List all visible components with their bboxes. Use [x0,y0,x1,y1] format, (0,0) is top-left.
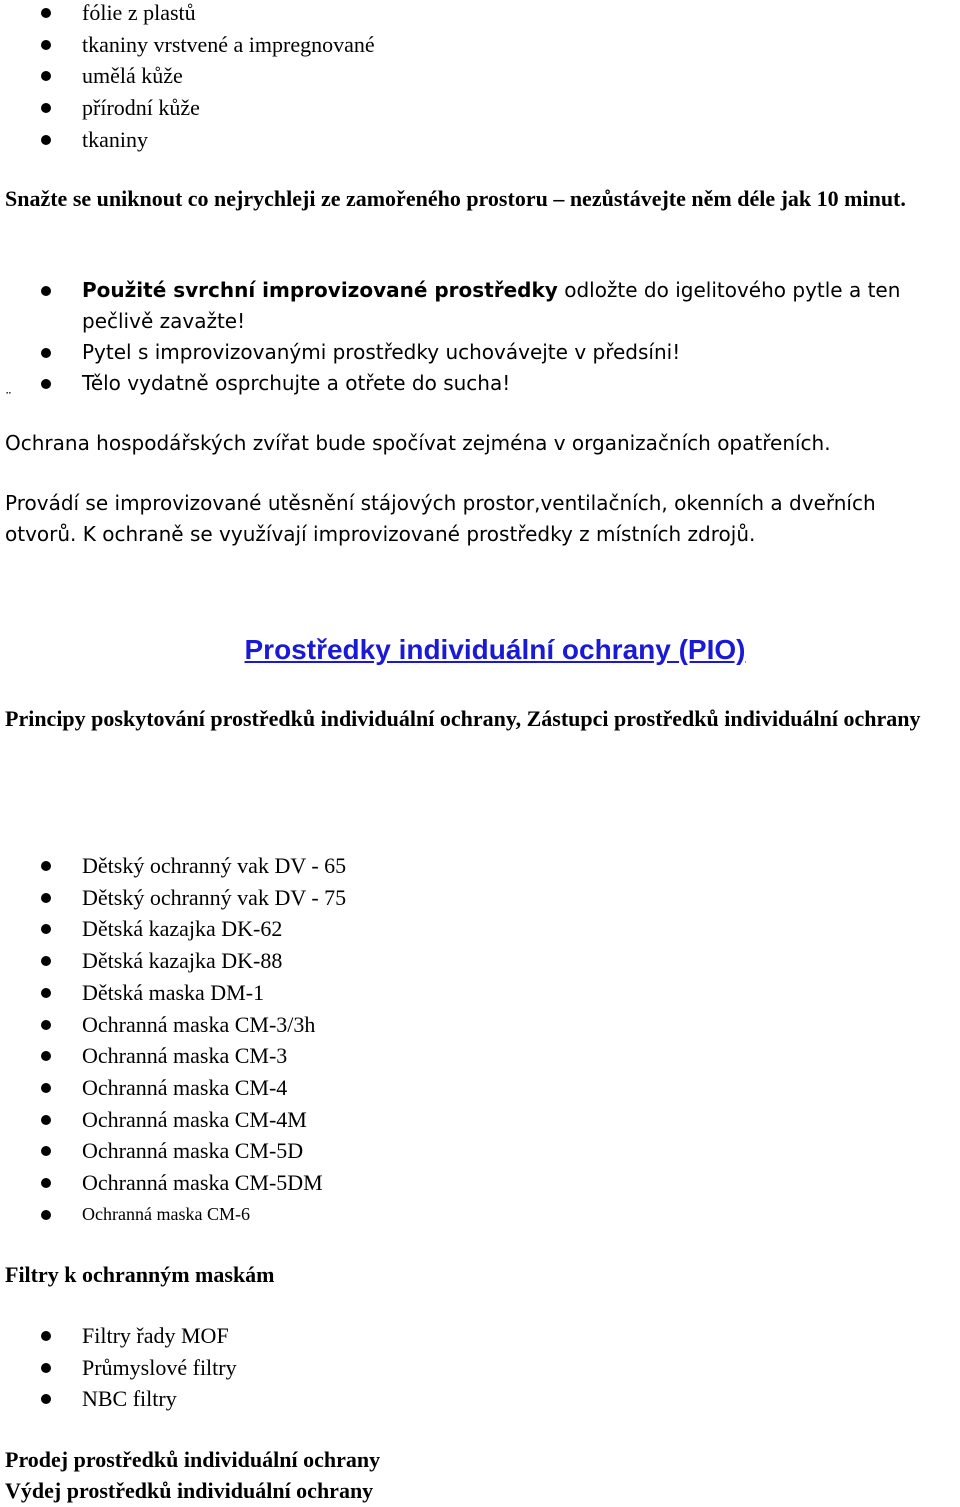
sale-heading: Prodej prostředků individuální ochrany [5,1447,381,1472]
filters-heading: Filtry k ochranným maskám [5,1262,275,1287]
list-item: Ochranná maska CM-5D [0,1135,346,1167]
list-item: Pytel s improvizovanými prostředky uchovávejte v předsíni! [0,337,922,368]
list-item: Ochranná maska CM-3 [0,1040,346,1072]
list-item: tkaniny vrstvené a impregnované [0,29,375,61]
step-text: odložte do igelitového pytle a ten pečlivě zavažte! [82,278,901,333]
escape-paragraph: Snažte se uniknout co nejrychleji ze zamořeného prostoru – nezůstávejte něm déle jak 10 minut. [5,186,906,211]
materials-list [0,0,375,156]
list-item [0,275,922,337]
steps-list [0,275,922,399]
list-item: Dětský ochranný vak DV - 65 [0,850,346,882]
list-item: Ochranná maska CM-6 [0,1199,346,1231]
section-heading: Prostředky individuální ochrany (PIO) [244,634,746,665]
list-item: Ochranná maska CM-4M [0,1104,346,1136]
list-item: fólie z plastů [0,0,375,29]
stray-mark: ¨ [5,391,12,407]
list-item: přírodní kůže [0,92,375,124]
animals-paragraph: Ochrana hospodářských zvířat bude spočívat zejména v organizačních opatřeních. [5,431,831,455]
list-item: Dětská kazajka DK-62 [0,913,346,945]
principles-heading: Principy poskytování prostředků individuální ochrany, Zástupci prostředků individuální ochrany [5,706,921,731]
list-item: tkaniny [0,124,375,156]
list-item: umělá kůže [0,60,375,92]
issue-heading: Výdej prostředků individuální ochrany [5,1478,374,1503]
list-item: Dětská maska DM-1 [0,977,346,1009]
list-item: Ochranná maska CM-4 [0,1072,346,1104]
filters-list [0,1320,237,1415]
list-item: Dětská kazajka DK-88 [0,945,346,977]
list-item: Průmyslové filtry [0,1352,237,1384]
sealing-paragraph: Provádí se improvizované utěsnění stájových prostor,ventilačních, okenních a dveřních otvorů. K ochraně se využívají improvizované prostředky z místních zdrojů. [5,491,876,546]
list-item: Filtry řady MOF [0,1320,237,1352]
list-item: NBC filtry [0,1383,237,1415]
list-item: Ochranná maska CM-3/3h [0,1009,346,1041]
list-item: Dětský ochranný vak DV - 75 [0,882,346,914]
step-bold-text: Použité svrchní improvizované prostředky [82,278,558,302]
list-item: Tělo vydatně osprchujte a otřete do sucha! [0,368,922,399]
pio-list [0,850,346,1230]
list-item: Ochranná maska CM-5DM [0,1167,346,1199]
